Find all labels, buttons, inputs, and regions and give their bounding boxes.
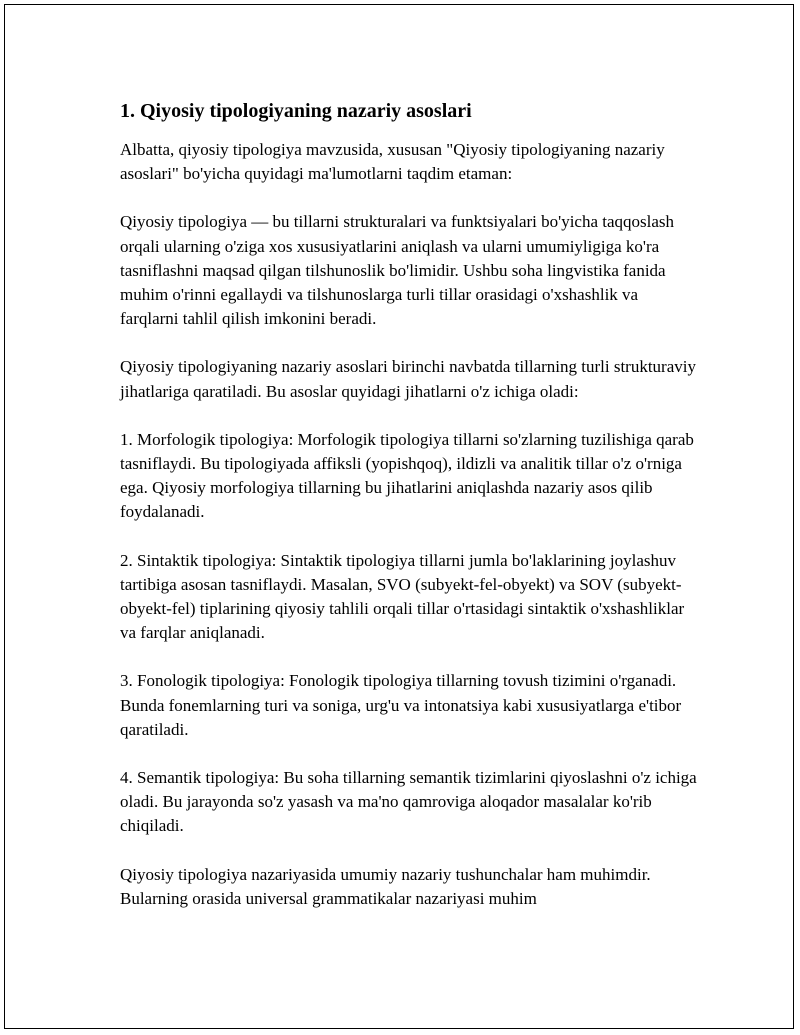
paragraph-definition: Qiyosiy tipologiya — bu tillarni strukturalari va funktsiyalari bo'yicha taqqoslash orqali ularning o'ziga xos xususiyatlarini aniqlash va ularni umumiyligiga ko'ra tasniflashni maqsad qilgan tilshunoslik bo'limidir. Ushbu soha lingvistika fanida muhim o'rinni egallaydi va tilshunoslarga turli tillar orasidagi o'xshashlik va farqlarni tahlil qilish imkonini beradi. — [120, 212, 675, 329]
document-title: 1. Qiyosiy tipologiyaning nazariy asoslari — [120, 100, 472, 122]
paragraph-intro: Albatta, qiyosiy tipologiya mavzusida, xususan "Qiyosiy tipologiyaning nazariy asoslari" bo'yicha quyidagi ma'lumotlarni taqdim etaman: — [120, 140, 665, 184]
paragraph-foundations: Qiyosiy tipologiyaning nazariy asoslari birinchi navbatda tillarning turli strukturaviy jihatlariga qaratiladi. Bu asoslar quyidagi jihatlarni o'z ichiga oladi: — [120, 357, 696, 401]
paragraph-general-theory: Qiyosiy tipologiya nazariyasida umumiy nazariy tushunchalar ham muhimdir. Bularning orasida universal grammatikalar nazariyasi muhim — [120, 864, 651, 908]
document-page — [4, 4, 794, 1029]
document-content — [120, 98, 700, 935]
paragraph-semantic: 4. Semantik tipologiya: Bu soha tillarning semantik tizimlarini qiyoslashni o'z ichiga oladi. Bu jarayonda so'z yasash va ma'no qamroviga aloqador masalalar ko'rib chiqiladi. — [120, 768, 697, 836]
paragraph-syntactic: 2. Sintaktik tipologiya: Sintaktik tipologiya tillarni jumla bo'laklarining joylashuv tartibiga asosan tasniflaydi. Masalan, SVO (subyekt-fel-obyekt) va SOV (subyekt-obyekt-fel) tiplarining qiyosiy tahlili orqali tillar o'rtasidagi sintaktik o'xshashliklar va farqlar aniqlanadi. — [120, 550, 685, 643]
paragraph-morphological: 1. Morfologik tipologiya: Morfologik tipologiya tillarni so'zlarning tuzilishiga qarab tasniflaydi. Bu tipologiyada affiksli (yopishqoq), ildizli va analitik tillar o'z o'rniga ega. Qiyosiy morfologiya tillarning bu jihatlarini aniqlashda nazariy asos qilib foydalanadi. — [120, 429, 694, 522]
paragraph-phonological: 3. Fonologik tipologiya: Fonologik tipologiya tillarning tovush tizimini o'rganadi. Bunda fonemlarning turi va soniga, urg'u va intonatsiya kabi xususiyatlarga e'tibor qaratiladi. — [120, 671, 682, 739]
